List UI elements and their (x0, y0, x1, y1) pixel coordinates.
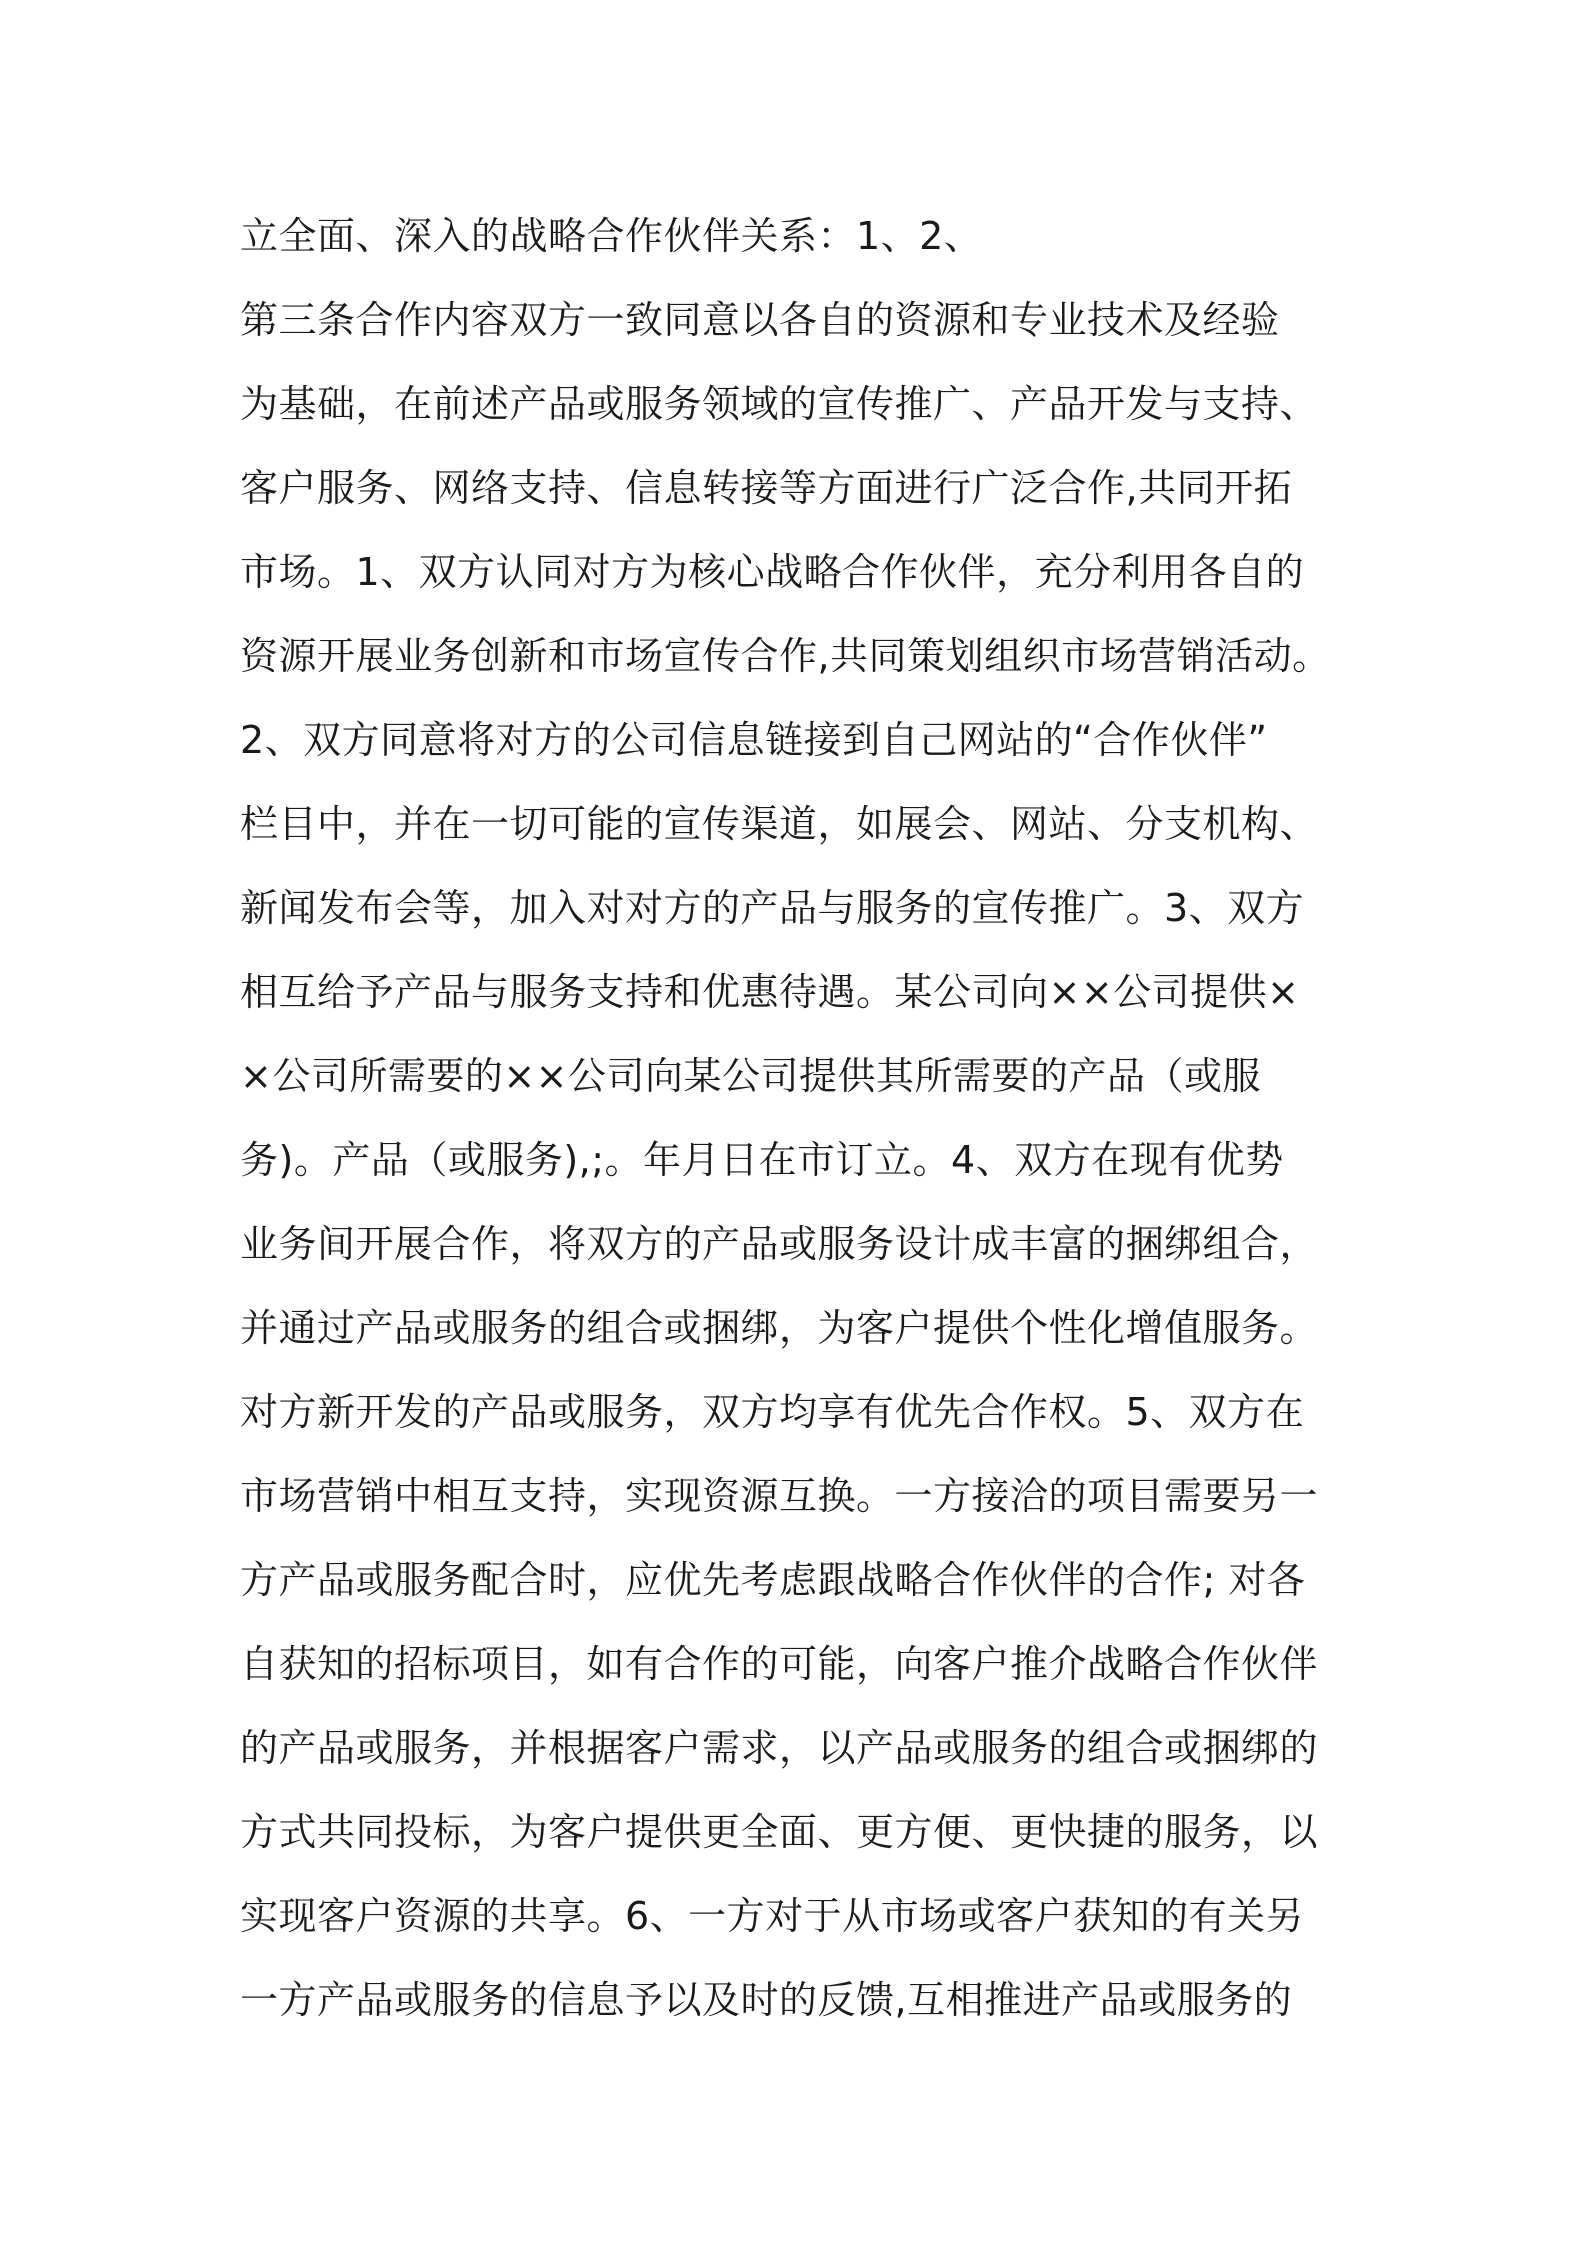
text-line: 第三条合作内容双方一致同意以各自的资源和专业技术及经验 (240, 298, 1280, 342)
text-line: 实现客户资源的共享。6、一方对于从市场或客户获知的有关另 (240, 1894, 1305, 1938)
text-line: 市场营销中相互支持，实现资源互换。一方接洽的项目需要另一 (240, 1474, 1319, 1518)
text-line: 资源开展业务创新和市场宣传合作,共同策划组织市场营销活动。 (240, 634, 1331, 678)
text-line: 务)。产品（或服务),;。年月日在市订立。4、双方在现有优势 (240, 1138, 1284, 1182)
text-line: 为基础，在前述产品或服务领域的宣传推广、产品开发与支持、 (240, 382, 1319, 426)
text-line: 客户服务、网络支持、信息转接等方面进行广泛合作,共同开拓 (240, 466, 1293, 510)
text-line: 市场。1、双方认同对方为核心战略合作伙伴，充分利用各自的 (240, 550, 1305, 594)
text-line: 的产品或服务，并根据客户需求，以产品或服务的组合或捆绑的 (240, 1726, 1319, 1770)
text-line: 2、双方同意将对方的公司信息链接到自己网站的“合作伙伴” (240, 718, 1268, 762)
text-line: 对方新开发的产品或服务，双方均享有优先合作权。5、双方在 (240, 1390, 1305, 1434)
text-line: 相互给予产品与服务支持和优惠待遇。某公司向××公司提供× (240, 970, 1300, 1014)
text-line: 方产品或服务配合时，应优先考虑跟战略合作伙伴的合作; 对各 (240, 1558, 1306, 1602)
text-line: 新闻发布会等，加入对对方的产品与服务的宣传推广。3、双方 (240, 886, 1305, 930)
text-line: ×公司所需要的××公司向某公司提供其所需要的产品（或服 (240, 1054, 1262, 1098)
text-line: 业务间开展合作，将双方的产品或服务设计成丰富的捆绑组合， (240, 1222, 1319, 1266)
body-text (240, 194, 1500, 2042)
text-line: 栏目中，并在一切可能的宣传渠道，如展会、网站、分支机构、 (240, 802, 1319, 846)
text-line: 立全面、深入的战略合作伙伴关系：1、2、 (240, 214, 983, 258)
text-line: 自获知的招标项目，如有合作的可能，向客户推介战略合作伙伴 (240, 1642, 1319, 1686)
text-line: 并通过产品或服务的组合或捆绑，为客户提供个性化增值服务。 (240, 1306, 1319, 1350)
text-line: 方式共同投标，为客户提供更全面、更方便、更快捷的服务，以 (240, 1810, 1319, 1854)
text-line: 一方产品或服务的信息予以及时的反馈,互相推进产品或服务的 (240, 1978, 1293, 2022)
